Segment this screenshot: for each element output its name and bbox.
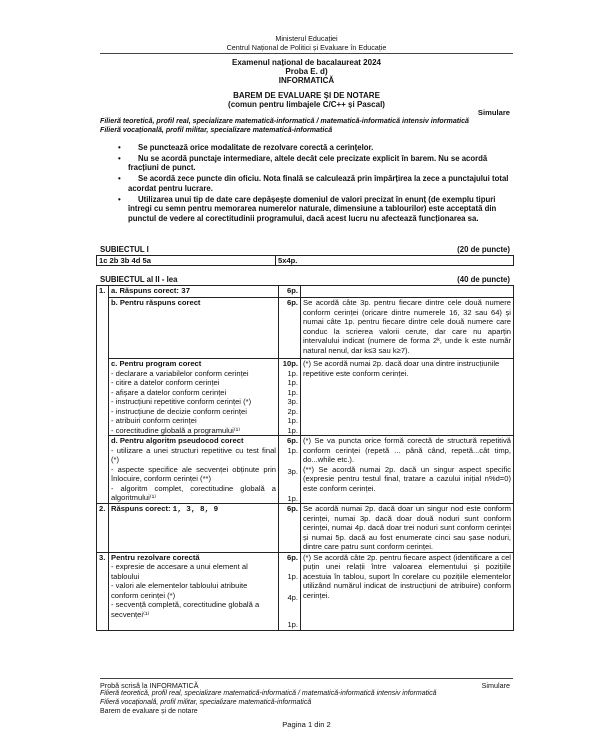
q1c-item: - instrucțiune de decizie conform cerinței [111,406,247,416]
q1a-note [301,286,514,298]
q2-points: 6p. [279,504,301,552]
q1c-criteria [109,359,279,436]
subiect1-table [96,255,514,266]
exam-title: Examenul național de bacalaureat 2024 [232,58,381,67]
subiect2-points: (40 de puncte) [457,275,510,284]
q1c-item: - declarare a variabilelor conform cerinței [111,368,249,378]
subiect1-title: SUBIECTUL I [100,245,149,254]
subject: INFORMATICĂ [278,76,335,85]
center: Centrul Național de Politici și Evaluare în Educație [226,43,387,52]
q3-item: - expresie de accesare a unui element al tabloului [111,562,248,581]
q3-criteria [109,552,279,630]
barem-title: BAREM DE EVALUARE ȘI DE NOTARE [233,91,380,100]
q1c-item: - afișare a datelor conform cerinței [111,387,227,397]
rule-item: • Se punctează orice modalitate de rezolvare corectă a cerințelor. [118,143,510,153]
rule-item: • Utilizarea unui tip de date care depășește domeniul de valori precizat în enunț (de exemplu tipuri întregi cu semn pentru memorarea numerelor naturale, dimensiune a tablourilor) este acceptată din punctul de vedere al corectitudinii programului, dacă acest lucru nu afectează funcționarea sa. [118,195,510,224]
footer-barem: Barem de evaluare și de notare [100,708,198,715]
rule-item: • Nu se acordă punctaje intermediare, altele decât cele precizate explicit în barem. Nu se acordă fracțiuni de punct. [118,154,510,173]
q3-number: 3. [97,552,109,630]
q1c-item: - citire a datelor conform cerinței [111,378,220,388]
q1d-note: (*) Se va puncta orice formă corectă de structură repetitivă conform cerinței (repetă ... până când, repetă...cât timp, do...while etc.). (**) Se acordă numai 2p. dacă un singur aspect specific (expresie pentru testul final, tratare a cazului inițial n%d=0) este conform cerinței. [301,436,514,504]
q2-note: Se acordă numai 2p. dacă doar un singur nod este conform cerinței, numai 3p. dacă doar două noduri sunt conform cerinței, numai 4p. dacă doar trei noduri sunt conform cerinței și numai 5p. dacă au fost enumerate cinci sau șase noduri, dintre care patru sunt conform cerinței. [301,504,514,552]
q1c-points: 10p. 1p. 1p. 1p. 3p. 2p. 1p. 1p. [279,359,301,436]
q1d-criteria [109,436,279,504]
q2-label: Răspuns corect: 1, 3, 8, 9 [109,504,279,552]
q1d-item: - aspecte specifice ale secvenței obținute prin înlocuire, conform cerinței (**) [111,464,276,484]
barem-subtitle: (comun pentru limbajele C/C++ și Pascal) [228,100,385,109]
q1a-points: 6p. [279,286,301,298]
q1b-label: b. Pentru răspuns corect [109,298,279,359]
ministry: Ministerul Educației [275,34,338,43]
q1d-points: 6p. 1p. 3p. 1p. [279,436,301,504]
q3-item: - secvență completă, corectitudine globală a secvenței⁽¹⁾ [111,600,260,619]
footer-proba: Probă scrisă la INFORMATICĂ [100,681,199,690]
rule-item: • Se acordă zece puncte din oficiu. Nota finală se calculează prin împărțirea la zece a punctajului total acordat pentru lucrare. [118,174,510,193]
footer-simulare: Simulare [481,681,510,690]
q1c-note: (*) Se acordă numai 2p. dacă doar una dintre instrucțiunile repetitive este conform cerinței. [301,359,514,436]
general-rules [118,143,510,225]
filiera-2: Filieră vocațională, profil militar, specializare matematică-informatică [100,126,333,134]
q3-note: (*) Se acordă câte 2p. pentru fiecare aspect (identificare a cel puțin unei relații între valoarea elementului și pozițiile acestuia în tablou, suport în corelare cu pozițiile elementelor utilizând numărul indicat de instrucțiuni de atribuire) conform cerinței. [301,552,514,630]
q1c-label: c. Pentru program corect [111,359,202,369]
q1a-value: 37 [181,288,191,296]
q3-points: 6p. 1p. 4p. 1p. [279,552,301,630]
q1c-item: - atribuiri conform cerinței [111,416,197,426]
filiera-1: Filieră teoretică, profil real, specializare matematică-informatică / matematică-informatică intensiv informatică [100,117,470,125]
q2-value: 1, 3, 8, 9 [172,506,219,515]
q1b-note: Se acordă câte 3p. pentru fiecare dintre cele două numere conform cerinței (oricare dintre numerele 16, 32 sau 64) și numai câte 1p. pentru fiecare dintre cele două numere care conduc la scrierea valorii cerute, dar care nu aparțin intervalului indicat (numere de forma 2ᵏ, unde k este număr natural nenul, dar k≤3 sau k≥7). [301,298,514,359]
q1d-label: d. Pentru algoritm pseudocod corect [111,436,244,446]
q2-number: 2. [97,504,109,552]
subiect2-title: SUBIECTUL al II - lea [100,275,178,284]
simulare-label: Simulare [477,108,510,117]
subiect1-points: (20 de puncte) [457,245,510,254]
subiect1-score: 5x4p. [276,256,514,266]
footer-filiera-1: Filieră teoretică, profil real, specializare matematică-informatică / matematică-informatică intensiv informatică [100,690,437,697]
q3-label: Pentru rezolvare corectă [111,552,200,562]
proba: Proba E. d) [285,67,328,76]
header-divider [100,53,513,54]
subiect1-answers: 1c 2b 3b 4d 5a [97,256,276,266]
q1c-item: - corectitudine globală a programului⁽¹⁾ [111,425,241,435]
q1-number: 1. [97,286,109,504]
q1d-item: - utilizare a unei structuri repetitive cu test final (*) [111,445,276,465]
q1c-item: - instrucțiuni repetitive conform cerinței (*) [111,397,252,407]
page-number: Pagina 1 din 2 [282,720,331,729]
footer-filiera-2: Filieră vocațională, profil militar, specializare matematică-informatică [100,699,312,706]
subiect2-table [96,285,514,631]
q1a-label: a. Răspuns corect: 37 [109,286,279,298]
q3-item: - valori ale elementelor tabloului atribuite conform cerinței (*) [111,581,248,600]
footer-divider [100,678,513,679]
q1d-item: - algoritm complet, corectitudine globală a algoritmului⁽¹⁾ [111,483,276,503]
q1b-points: 6p. [279,298,301,359]
